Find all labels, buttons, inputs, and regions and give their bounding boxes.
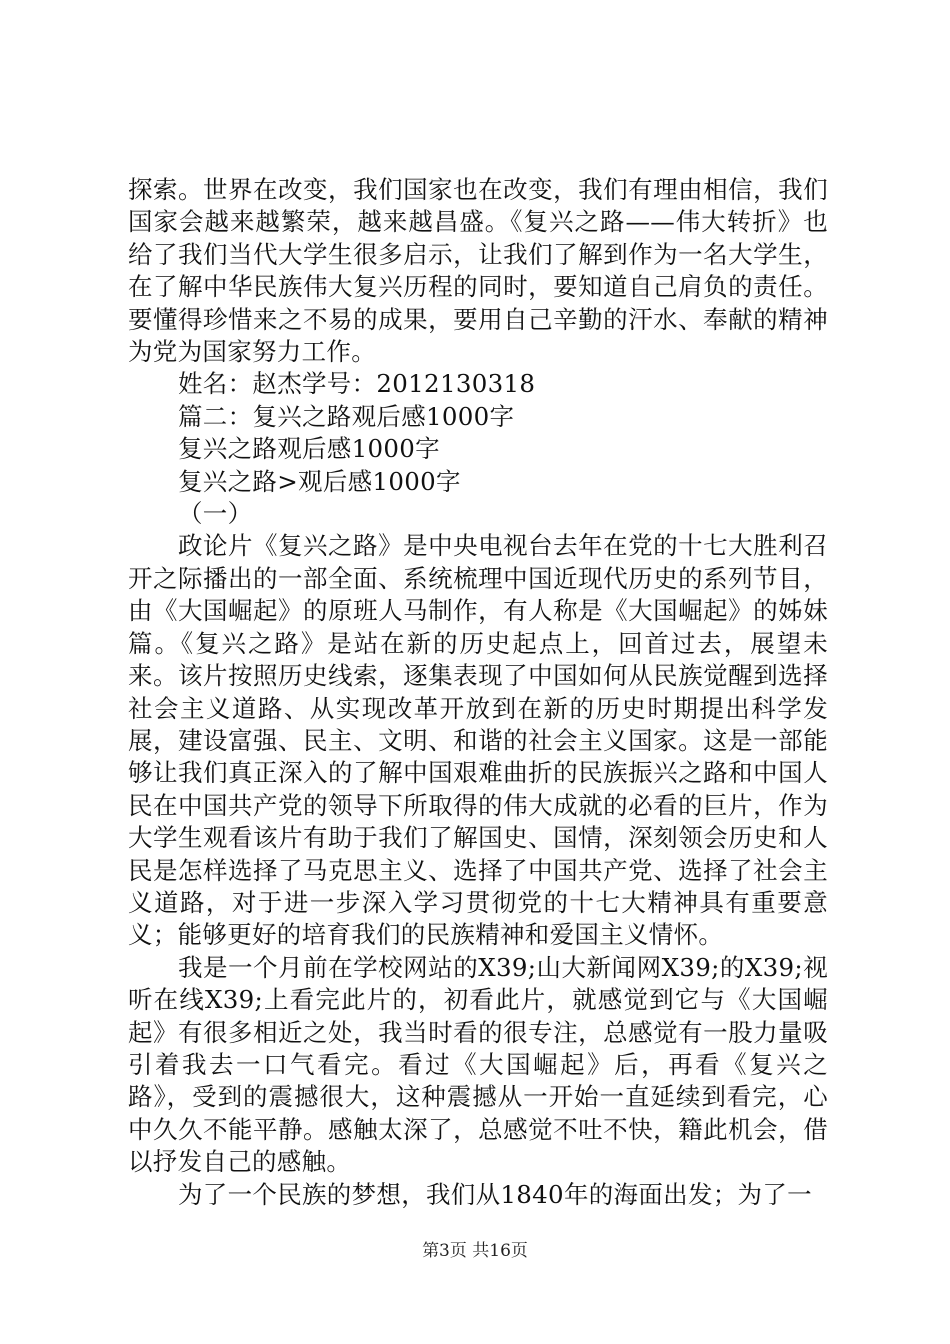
paragraph-body: 我是一个月前在学校网站的X39;山大新闻网X39;的X39;视听在线X39;上看完此片的，初看此片，就感觉到它与《大国崛起》有很多相近之处，我当时看的很专注，总感觉有一股力量吸引着我去一口气看完。看过《大国崛起》后，再看《复兴之路》，受到的震撼很大，这种震撼从一开始一直延续到看完，心中久久不能平静。感触太深了，总感觉不吐不快，籍此机会，借以抒发自己的感触。 — [128, 952, 828, 1177]
paragraph-body: 政论片《复兴之路》是中央电视台去年在党的十七大胜利召开之际播出的一部全面、系统梳理中国近现代历史的系列节目，由《大国崛起》的原班人马制作，有人称是《大国崛起》的姊妹篇。《复兴之路》是站在新的历史起点上，回首过去，展望未来。该片按照历史线索，逐集表现了中国如何从民族觉醒到选择社会主义道路、从实现改革开放到在新的历史时期提出科学发展，建设富强、民主、文明、和谐的社会主义国家。这是一部能够让我们真正深入的了解中国艰难曲折的民族振兴之路和中国人民在中国共产党的领导下所取得的伟大成就的必看的巨片，作为大学生观看该片有助于我们了解国史、国情，深刻领会历史和人民是怎样选择了马克思主义、选择了中国共产党、选择了社会主义道路，对于进一步深入学习贯彻党的十七大精神具有重要意义；能够更好的培育我们的民族精神和爱国主义情怀。 — [128, 531, 828, 950]
paragraph-part-number: （一） — [178, 499, 253, 529]
paragraph-body: 为了一个民族的梦想，我们从1840年的海面出发；为了一 — [178, 1179, 812, 1209]
paragraph-continuation: 探索。世界在改变，我们国家也在改变，我们有理由相信，我们国家会越来越繁荣，越来越昌盛。《复兴之路——伟大转折》也给了我们当代大学生很多启示，让我们了解到作为一名大学生，在了解中华民族伟大复兴历程的同时，要知道自己肩负的责任。要懂得珍惜来之不易的成果，要用自己辛勤的汗水、奉献的精神为党为国家努力工作。 — [128, 175, 828, 367]
paragraph-title: 复兴之路观后感1000字 — [178, 434, 440, 464]
document-body — [128, 174, 828, 1211]
paragraph-author-info: 姓名：赵杰学号：2012130318 — [178, 369, 536, 399]
paragraph-section-heading: 篇二：复兴之路观后感1000字 — [178, 401, 515, 431]
paragraph-subtitle: 复兴之路>观后感1000字 — [178, 466, 461, 496]
page-footer: 第3页 共16页 — [422, 1241, 528, 1261]
